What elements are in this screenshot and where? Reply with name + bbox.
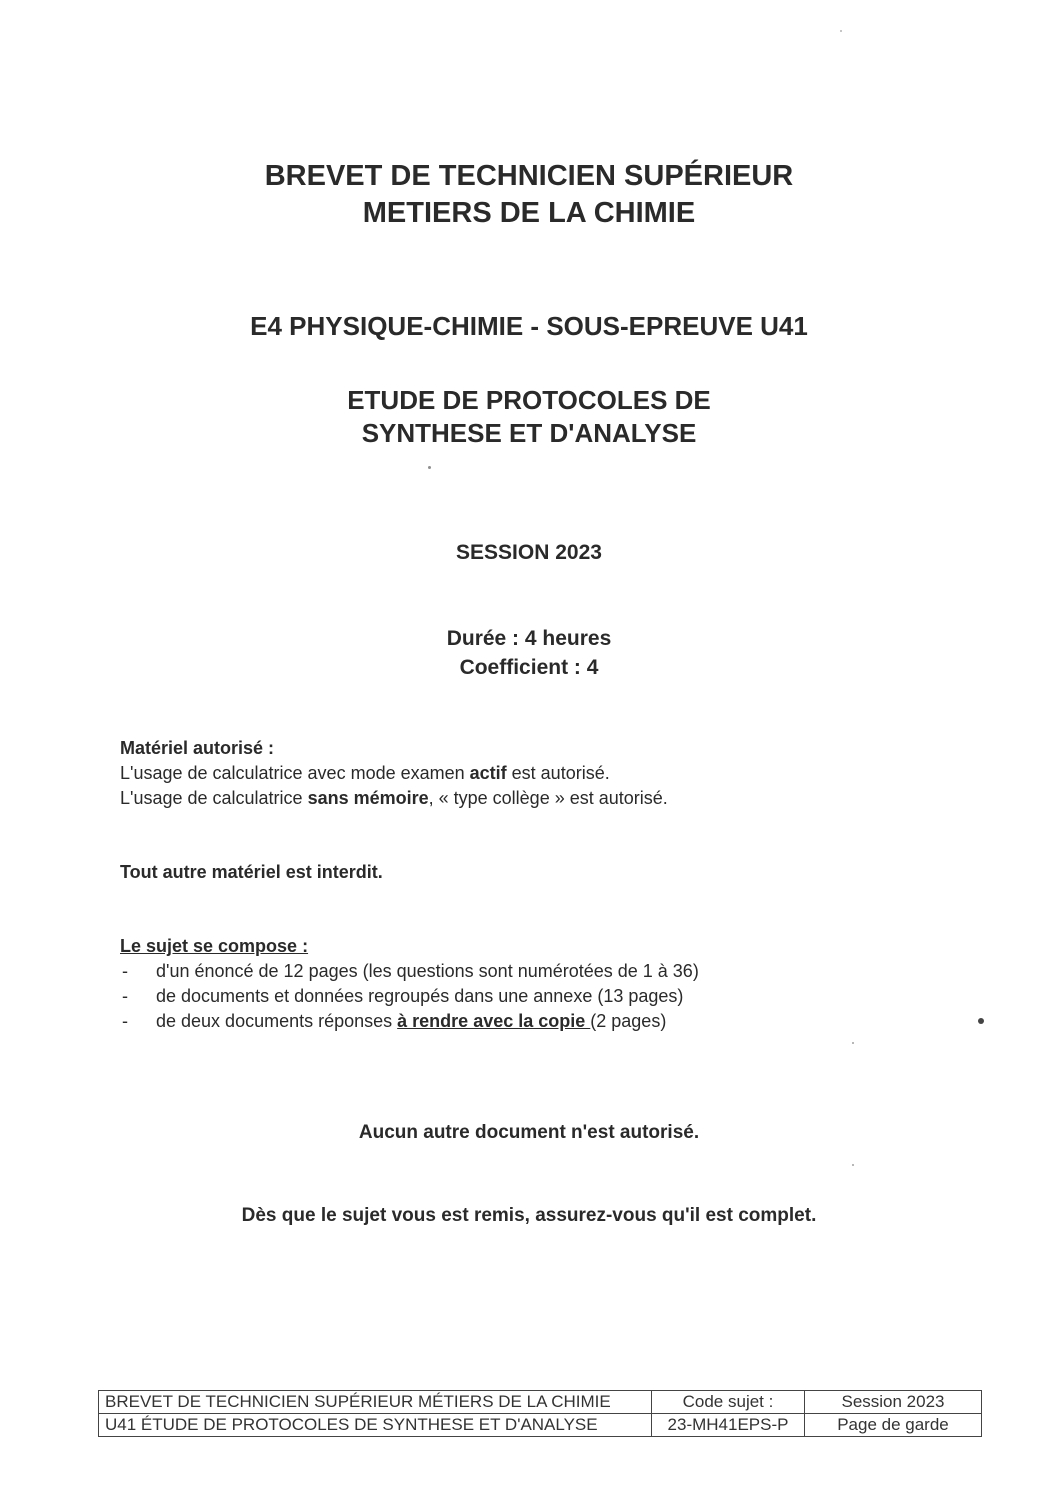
coefficient-label: Coefficient : 4: [459, 656, 599, 679]
composition-list: [120, 959, 699, 1034]
list-item: - de documents et données regroupés dans une annexe (13 pages): [120, 984, 699, 1009]
diploma-title-line2: METIERS DE LA CHIMIE: [362, 197, 696, 229]
materiel-line2: [120, 786, 668, 811]
materiel-line1: [120, 761, 668, 786]
interdit-notice: Tout autre matériel est interdit.: [120, 862, 383, 882]
table-row: [99, 1414, 982, 1437]
materiel-line2-text: L'usage de calculatrice: [120, 788, 308, 808]
table-row: [99, 1391, 982, 1414]
subject-title-line2: SYNTHESE ET D'ANALYSE: [361, 418, 697, 448]
subject-title: [0, 384, 1058, 450]
scan-speck: [852, 1164, 854, 1166]
no-document-notice: Aucun autre document n'est autorisé.: [358, 1122, 700, 1143]
list-item-bold: à rendre avec la copie: [397, 1011, 591, 1031]
materiel-line1-end: est autorisé.: [506, 763, 610, 783]
footer-subject: U41 ÉTUDE DE PROTOCOLES DE SYNTHESE ET D'ANALYSE: [99, 1414, 652, 1437]
materiel-heading: Matériel autorisé :: [120, 738, 275, 758]
scan-speck: [978, 1018, 984, 1024]
materiel-line2-end: , « type collège » est autorisé.: [428, 788, 668, 808]
scan-speck: [840, 30, 842, 32]
materiel-line1-text: L'usage de calculatrice avec mode examen: [120, 763, 470, 783]
list-item-end: (2 pages): [590, 1011, 667, 1031]
composition-section: [120, 934, 699, 1034]
epreuve-title: E4 PHYSIQUE-CHIMIE - SOUS-EPREUVE U41: [250, 311, 808, 341]
materiel-section: [120, 736, 668, 811]
subject-title-line1: ETUDE DE PROTOCOLES DE: [347, 385, 711, 415]
list-item: [120, 1009, 699, 1034]
scan-speck: [852, 1042, 854, 1044]
diploma-title: [0, 158, 1058, 232]
materiel-line1-bold: actif: [469, 763, 507, 783]
scan-speck: [428, 466, 431, 469]
composition-heading: Le sujet se compose :: [120, 936, 309, 956]
materiel-line2-bold: sans mémoire: [307, 788, 429, 808]
complete-check-notice: Dès que le sujet vous est remis, assurez-vous qu'il est complet.: [241, 1205, 817, 1226]
session-label: SESSION 2023: [456, 541, 602, 564]
diploma-title-line1: BREVET DE TECHNICIEN SUPÉRIEUR: [264, 160, 794, 192]
footer-code-value: 23-MH41EPS-P: [652, 1414, 805, 1437]
list-item: - d'un énoncé de 12 pages (les questions sont numérotées de 1 à 36): [120, 959, 699, 984]
footer-table: [98, 1390, 982, 1437]
footer-session: Session 2023: [805, 1391, 982, 1414]
exam-info: [0, 624, 1058, 682]
duration-label: Durée : 4 heures: [446, 627, 612, 650]
footer-page: Page de garde: [805, 1414, 982, 1437]
footer-code-label: Code sujet :: [652, 1391, 805, 1414]
list-item-text: de deux documents réponses: [156, 1011, 398, 1031]
footer-diploma: BREVET DE TECHNICIEN SUPÉRIEUR MÉTIERS DE LA CHIMIE: [99, 1391, 652, 1414]
